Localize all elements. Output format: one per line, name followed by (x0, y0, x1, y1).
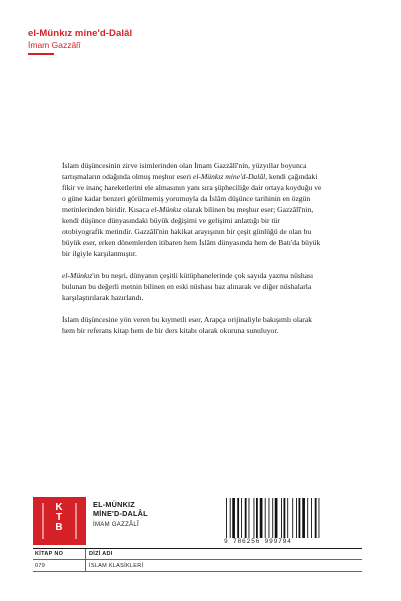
p2-text-b: 'ın bu neşri, dünyanın çeşitli kütüphanelerinde çok sayıda yazma nüshası bulunan bu değerli metnin bilinen en eski nüshası baz alınarak ve diğer nüshalarla karşılaştırılarak hazırlandı. (62, 271, 314, 302)
barcode-bar (281, 498, 282, 538)
meta-series-label: DİZİ ADI (89, 551, 113, 557)
paragraph-3: İslam düşüncesine yön veren bu kıymetli eser, Arapça orijinaliyle bakışımlı olarak hem bir referans kitap hem de bir ders kitabı olarak okuruna sunuluyor. (62, 315, 313, 335)
meta-series-value: İSLAM KLASİKLERİ (89, 563, 144, 569)
barcode-bar (272, 498, 273, 538)
barcode-bar (319, 498, 320, 538)
barcode-bar (237, 498, 239, 538)
p1-short-title: el-Münkız (151, 205, 182, 214)
back-cover-blurb (62, 160, 322, 336)
footer-column-separator (85, 549, 86, 571)
barcode-bar (245, 498, 247, 538)
barcode-bar (292, 498, 293, 538)
barcode-bar (284, 498, 286, 538)
barcode-bar (287, 498, 288, 538)
barcode-bar (269, 498, 270, 538)
barcode-icon (222, 498, 362, 538)
footer-book-title (93, 500, 148, 518)
p1-text-e: olarak bilinen bu meşhur eser; Gazzâlî'nin, kendi düşünce dünyasındaki büyük değişimi ve gelişimi anlattığı bir tür otobiyografik metindir. Gazzâlî'nin hakikat arayışının bir çeşit günlüğü de olan bu büyük eser, erken dönemlerden itibaren hem İslâm dünyasında hem de Batı'da büyük bir ilgiyle karşılanmıştır. (62, 205, 321, 258)
barcode-bar (307, 498, 308, 538)
header-title: el-Münkız mine'd-Dalâl (28, 28, 133, 39)
barcode-bar (249, 498, 250, 538)
logo-lines-icon (33, 497, 86, 545)
barcode-bar (226, 498, 227, 538)
barcode-bar (241, 498, 242, 538)
paragraph-2 (62, 270, 322, 303)
barcode-bar (302, 498, 305, 538)
barcode-bar (265, 498, 266, 538)
barcode-bar (296, 498, 297, 538)
barcode-bar (254, 498, 255, 538)
barcode-bar (315, 498, 317, 538)
footer-rule-top (33, 548, 362, 549)
footer-book-title-line2: MİNE'D-DALÂL (93, 509, 148, 518)
footer-book-title-line1: EL-MÜNKIZ (93, 500, 135, 509)
barcode-bar (260, 498, 263, 538)
publisher-logo-text: K T B (55, 502, 64, 533)
meta-book-no-value: 079 (35, 563, 46, 569)
barcode-bar (232, 498, 235, 538)
barcode-bar (311, 498, 312, 538)
publisher-logo (33, 497, 86, 545)
meta-book-no-label: KİTAP NO (35, 551, 64, 557)
footer-rule-bottom (33, 571, 362, 572)
footer-book-author: İMAM GAZZÂLÎ (93, 522, 139, 528)
paragraph-1 (62, 160, 322, 259)
p1-book-title: el-Münkız mine'd-Dalâl (192, 172, 266, 181)
p2-short-title: el-Münkız (62, 271, 93, 280)
barcode-bar (299, 498, 301, 538)
header-rule (28, 53, 54, 55)
isbn-number: 9 786256 999794 (222, 538, 364, 545)
p1-text-c: , kendi çağındaki fikir ve inanç hareketlerini ele almasının yanı sıra şüpheciliğe dair ortaya koyduğu ve o güne kadar benzeri görülmemiş yorumuyla da İslâm düşünce tarihinin en özgün metinlerinden biridir. Kısaca (62, 172, 322, 214)
barcode-bar (275, 498, 278, 538)
p1-text-a: İslam düşüncesinin zirve isimlerinden olan İmam Gazzâlî'nin, yüzyıllar boyunca tartışmaların odağında olmuş meşhur eseri (62, 161, 307, 181)
header-author: İmam Gazzâlî (28, 40, 81, 50)
barcode-bar (256, 498, 258, 538)
barcode-bar (230, 498, 231, 538)
footer-rule-middle (33, 559, 362, 560)
